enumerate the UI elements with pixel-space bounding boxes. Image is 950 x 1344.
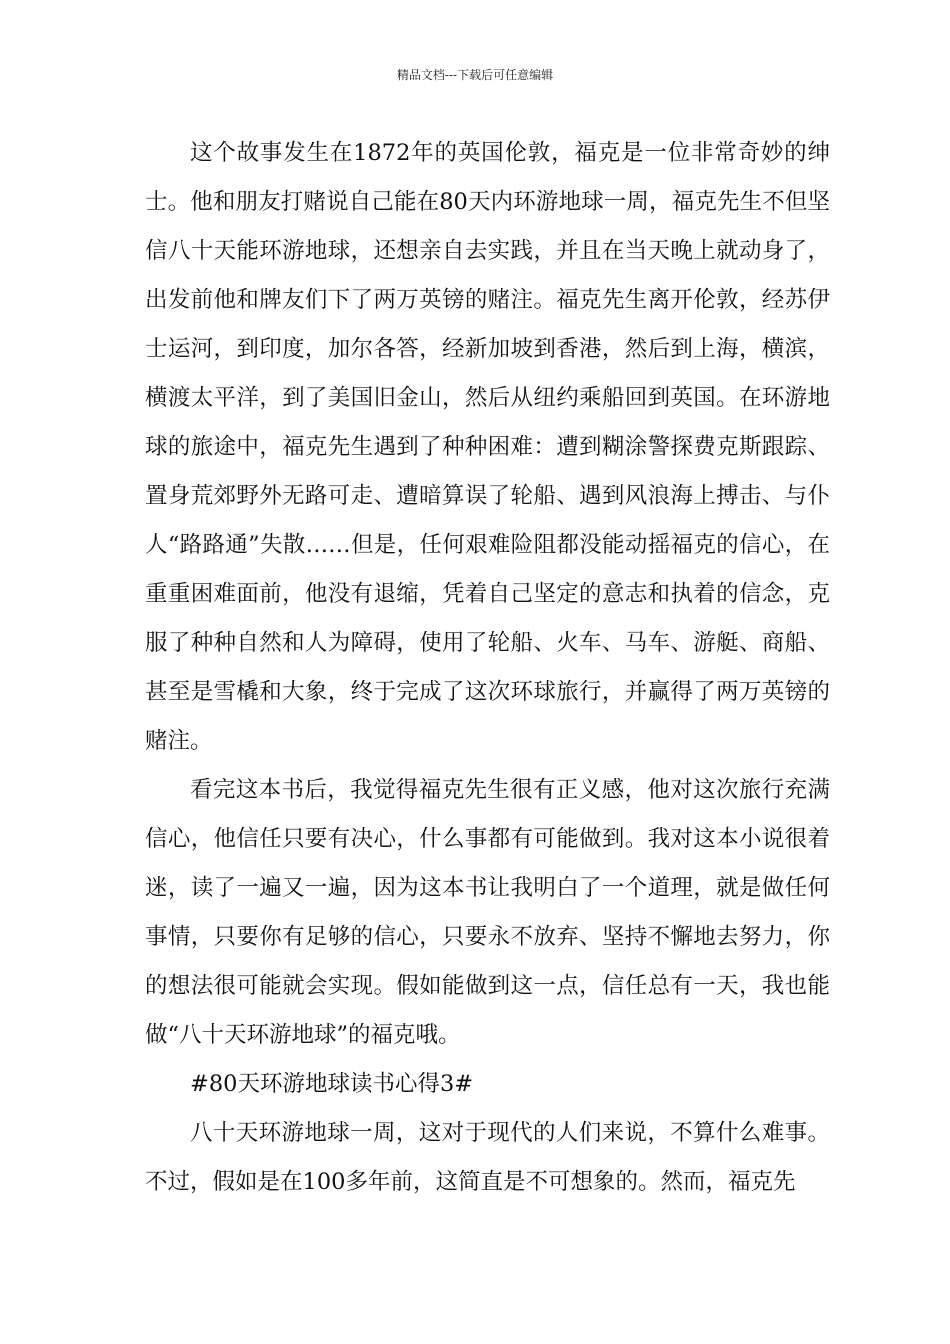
page-header: 精品文档---下载后可任意编辑 [396, 68, 554, 82]
document-body [145, 129, 830, 1207]
section-heading: #80天环游地球读书心得3# [190, 1071, 474, 1097]
paragraph-essay-3-start: 八十天环游地球一周，这对于现代的人们来说，不算什么难事。不过，假如是在100多年前，这简直是不可想象的。然而，福克先 [145, 1120, 830, 1195]
paragraph-story-summary: 这个故事发生在1872年的英国伦敦，福克是一位非常奇妙的绅士。他和朋友打赌说自己能在80天内环游地球一周，福克先生不但坚信八十天能环游地球，还想亲自去实践，并且在当天晚上就动身了，出发前他和牌友们下了两万英镑的赌注。福克先生离开伦敦，经苏伊士运河，到印度，加尔各答，经新加坡到香港，然后到上海，横滨，横渡太平洋，到了美国旧金山，然后从纽约乘船回到英国。在环游地球的旅途中，福克先生遇到了种种困难：遭到糊涂警探费克斯跟踪、置身荒郊野外无路可走、遭暗算误了轮船、遇到风浪海上搏击、与仆人“路路通”失散……但是，任何艰难险阻都没能动摇福克的信心，在重重困难面前，他没有退缩，凭着自己坚定的意志和执着的信念，克服了种种自然和人为障碍，使用了轮船、火车、马车、游艇、商船、甚至是雪橇和大象，终于完成了这次环球旅行，并赢得了两万英镑的赌注。 [145, 140, 830, 754]
paragraph-reflection: 看完这本书后，我觉得福克先生很有正义感，他对这次旅行充满信心，他信任只要有决心，什么事都有可能做到。我对这本小说很着迷，读了一遍又一遍，因为这本书让我明白了一个道理，就是做任何事情，只要你有足够的信心，只要永不放弃、坚持不懈地去努力，你的想法很可能就会实现。假如能做到这一点，信任总有一天，我也能做“八十天环游地球”的福克哦。 [145, 777, 830, 1048]
